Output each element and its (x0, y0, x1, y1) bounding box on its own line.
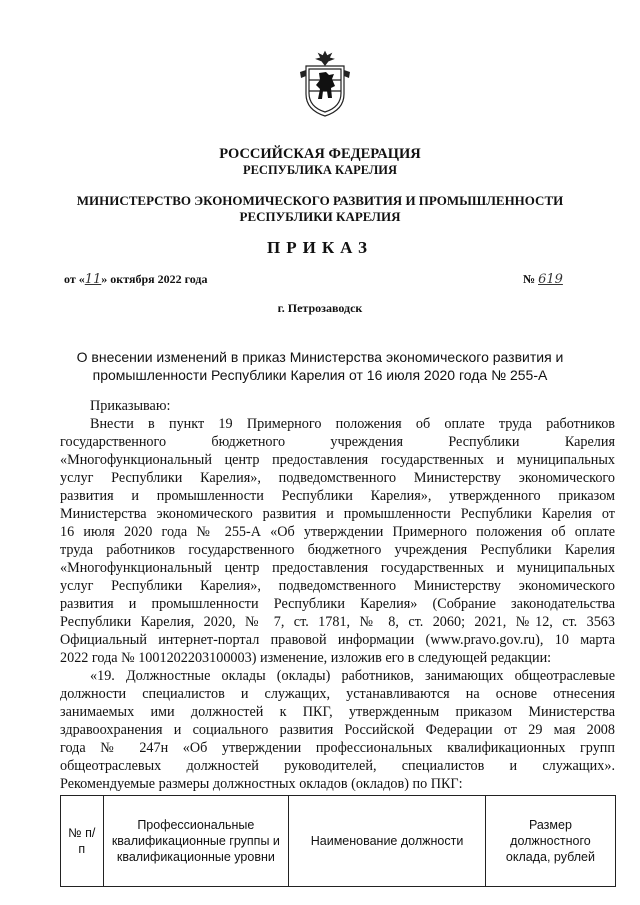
number-handwritten: 619 (538, 272, 563, 287)
salary-table (60, 795, 616, 887)
date-prefix: от « (64, 272, 85, 286)
body-line: «19. Должностные оклады (оклады) работников, занимающих общеотраслевые (90, 668, 615, 684)
document-type-title: ПРИКАЗ (267, 238, 373, 257)
order-subject (60, 348, 580, 384)
ministry-heading-line2: РЕСПУБЛИКИ КАРЕЛИЯ (239, 209, 401, 224)
body-line: Внести в пункт 19 Примерного положения об оплате труда работников (90, 416, 615, 432)
body-line: 16 июля 2020 года № 255-А «Об утверждении Примерного положения об оплате (60, 524, 615, 540)
ministry-heading-line1: МИНИСТЕРСТВО ЭКОНОМИЧЕСКОГО РАЗВИТИЯ И ПРОМЫШЛЕННОСТИ (76, 193, 564, 208)
body-line: Официальный интернет-портал правовой информации (www.pravo.gov.ru), 10 марта (60, 632, 615, 648)
table-header-row (61, 796, 616, 887)
subject-line: промышленности Республики Карелия от 16 июля 2020 года № 255-А (92, 367, 548, 383)
city-line: г. Петрозаводск (277, 301, 363, 315)
body-line: услуг Республики Карелия», подведомственного Министерству экономического (60, 578, 615, 594)
body-line: «Многофункциональный центр предоставления государственных и муниципальных (60, 452, 615, 468)
body-line: государственного бюджетного учреждения Республики Карелия (60, 434, 615, 450)
date-day-handwritten: 11 (84, 272, 102, 287)
body-line: общеотраслевых должностей руководителей, специалистов и служащих». (60, 758, 615, 774)
country-heading: РОССИЙСКАЯ ФЕДЕРАЦИЯ (219, 146, 421, 162)
body-line: должности специалистов и служащих, устанавливаются на основе отнесения (60, 686, 615, 702)
body-line: 2022 года № 1001202203100003) изменение, изложив его в следующей редакции: (60, 650, 552, 666)
table-header-cell: Наименование должности (289, 796, 486, 887)
date-suffix: » октября 2022 года (101, 272, 208, 286)
body-line: Приказываю: (90, 398, 171, 414)
karelia-coat-of-arms-icon (298, 46, 352, 120)
table-header-cell: № п/п (61, 796, 104, 887)
republic-heading: РЕСПУБЛИКА КАРЕЛИЯ (242, 163, 398, 177)
body-line: развития и промышленности Республики Карелия» (Собрание законодательства (60, 596, 615, 612)
number-prefix: № (523, 272, 539, 286)
body-line: Министерства экономического развития и промышленности Республики Карелия от (60, 506, 615, 522)
order-number (523, 272, 563, 287)
table-header-cell: Профессиональные квалификационные группы и квалификационные уровни (103, 796, 289, 887)
body-line: «Многофункциональный центр предоставления государственных и муниципальных (60, 560, 615, 576)
body-line: года № 247н «Об утверждении профессиональных квалификационных групп (60, 740, 615, 756)
body-line: развития и промышленности Республики Карелия», утвержденного приказом (60, 488, 615, 504)
table-header-cell: Размер должностного оклада, рублей (485, 796, 615, 887)
body-line: здравоохранения и социального развития Российской Федерации от 29 мая 2008 (60, 722, 615, 738)
body-line: Рекомендуемые размеры должностных окладов (окладов) по ПКГ: (60, 776, 463, 792)
body-line: занимаемых ими должностей к ПКГ, утвержденным приказом Министерства (60, 704, 615, 720)
body-line: труда работников государственного бюджетного учреждения Республики Карелия (60, 542, 615, 558)
body-line: Республики Карелия, 2020, № 7, ст. 1781, № 8, ст. 2060; 2021, №12, ст. 3563 (60, 614, 615, 630)
body-line: услуг Республики Карелия», подведомственного Министерству экономического (60, 470, 615, 486)
subject-line: О внесении изменений в приказ Министерства экономического развития и (76, 349, 564, 365)
order-date (64, 272, 207, 287)
